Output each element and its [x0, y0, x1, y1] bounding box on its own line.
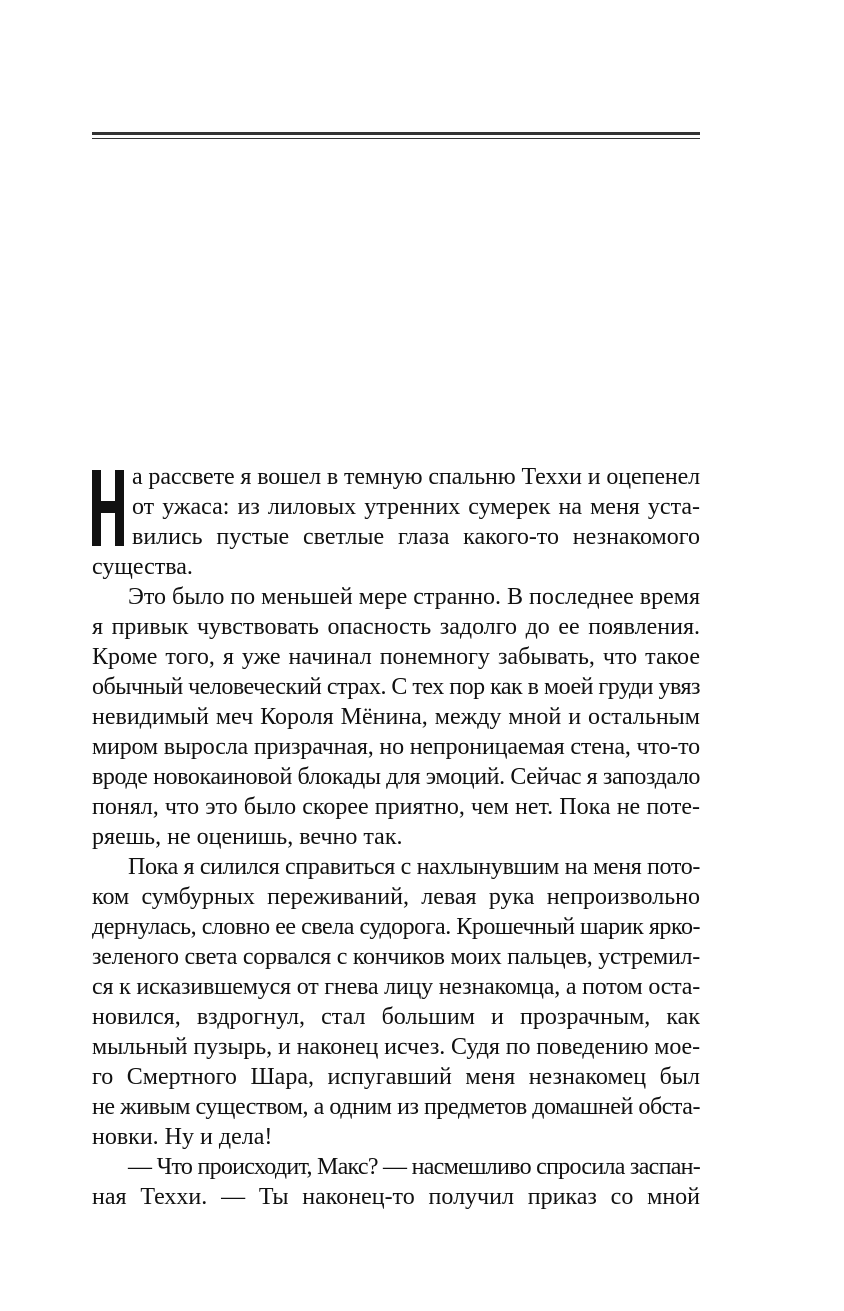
text-line: новился, вздрогнул, стал большим и прозрачным, как — [92, 1004, 700, 1030]
paragraph-3 — [92, 852, 700, 1152]
text-line: ряешь, не оценишь, вечно так. — [92, 824, 403, 850]
chapter-text — [92, 462, 700, 1212]
text-line: зеленого света сорвался с кончиков моих пальцев, устремил- — [92, 944, 700, 970]
text-line: от ужаса: из лиловых утренних сумерек на меня уста- — [132, 494, 700, 520]
text-line: не живым существом, а одним из предметов домашней обста- — [92, 1094, 700, 1120]
text-line: вились пустые светлые глаза какого-то незнакомого — [132, 524, 700, 550]
header-rule-thin — [92, 138, 700, 139]
text-line: ная Теххи. — Ты наконец-то получил приказ со мной — [92, 1184, 700, 1210]
paragraph-4 — [92, 1152, 700, 1212]
text-line: а рассвете я вошел в темную спальню Теххи и оцепенел — [132, 464, 700, 490]
text-line: миром выросла призрачная, но непроницаемая стена, что-то — [92, 734, 700, 760]
text-line: мыльный пузырь, и наконец исчез. Судя по поведению мое- — [92, 1034, 700, 1060]
paragraph-2 — [92, 582, 700, 852]
paragraph-1 — [92, 462, 700, 582]
text-line: — Что происходит, Макс? — насмешливо спросила заспан- — [128, 1154, 700, 1180]
text-line: я привык чувствовать опасность задолго до ее появления. — [92, 614, 700, 640]
text-line: дернулась, словно ее свела судорога. Крошечный шарик ярко- — [92, 914, 700, 940]
text-line: го Смертного Шара, испугавший меня незнакомец был — [92, 1064, 700, 1090]
text-line: Пока я силился справиться с нахлынувшим на меня пото- — [128, 854, 700, 880]
text-line: невидимый меч Короля Мёнина, между мной и остальным — [92, 704, 700, 730]
text-line: Кроме того, я уже начинал понемногу забывать, что такое — [92, 644, 700, 670]
text-line: новки. Ну и дела! — [92, 1124, 273, 1150]
text-line: ком сумбурных переживаний, левая рука непроизвольно — [92, 884, 700, 910]
text-line: понял, что это было скорее приятно, чем нет. Пока не поте- — [92, 794, 700, 820]
text-line: существа. — [92, 554, 193, 580]
header-rule-thick — [92, 132, 700, 135]
text-line: вроде новокаиновой блокады для эмоций. Сейчас я запоздало — [92, 764, 700, 790]
text-line: Это было по меньшей мере странно. В последнее время — [128, 584, 700, 610]
text-line: ся к исказившемуся от гнева лицу незнакомца, а потом оста- — [92, 974, 700, 1000]
text-line: обычный человеческий страх. С тех пор как в моей груди увяз — [92, 674, 700, 700]
